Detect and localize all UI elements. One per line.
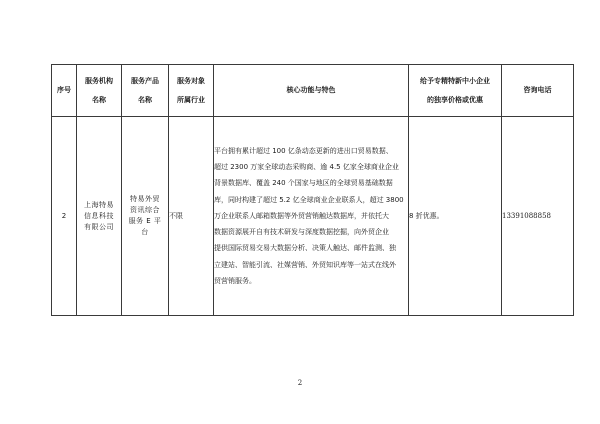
header-industry: 服务对象 所属行业 <box>169 65 214 117</box>
service-table <box>51 64 574 316</box>
cell-index: 2 <box>52 117 77 316</box>
header-org-name: 服务机构 名称 <box>77 65 122 117</box>
header-features: 核心功能与特色 <box>214 65 409 117</box>
header-product-name: 服务产品 名称 <box>122 65 169 117</box>
header-phone: 咨询电话 <box>502 65 574 117</box>
cell-phone: 13391088858 <box>502 117 574 316</box>
cell-org-name: 上海特易 信息科技 有限公司 <box>77 117 122 316</box>
cell-product-name: 特易外贸 资讯综合 服务 E 平 台 <box>122 117 169 316</box>
page-number: 2 <box>297 379 303 387</box>
table-row <box>52 117 574 316</box>
header-discount: 给予专精特新中小企业 的独享价格或优惠 <box>409 65 502 117</box>
cell-features: 平台拥有累计超过 100 亿条动态更新的进出口贸易数据、 超过 2300 万家全球动态采购商、逾 4.5 亿家全球商业企业 背景数据库、覆盖 240 个国家与地区的全球贸易基础数据 库，同时构建了超过 5.2 亿全球商业企业联系人，超过 3800 万企业联系人邮箱数据等外贸营销触达数据库，并依托大 数据资源展开自有技术研发与深度数据挖掘，向外贸企业 提供国际贸易交易大数据分析、决策人触达、邮件监测、独 立建站、智能引流、社媒营销、外贸知识库等一站式在线外 贸营销服务。 <box>214 117 409 316</box>
header-index: 序号 <box>52 65 77 117</box>
cell-industry: 不限 <box>169 117 214 316</box>
cell-discount: 8 折优惠。 <box>409 117 502 316</box>
table-header-row <box>52 65 574 117</box>
